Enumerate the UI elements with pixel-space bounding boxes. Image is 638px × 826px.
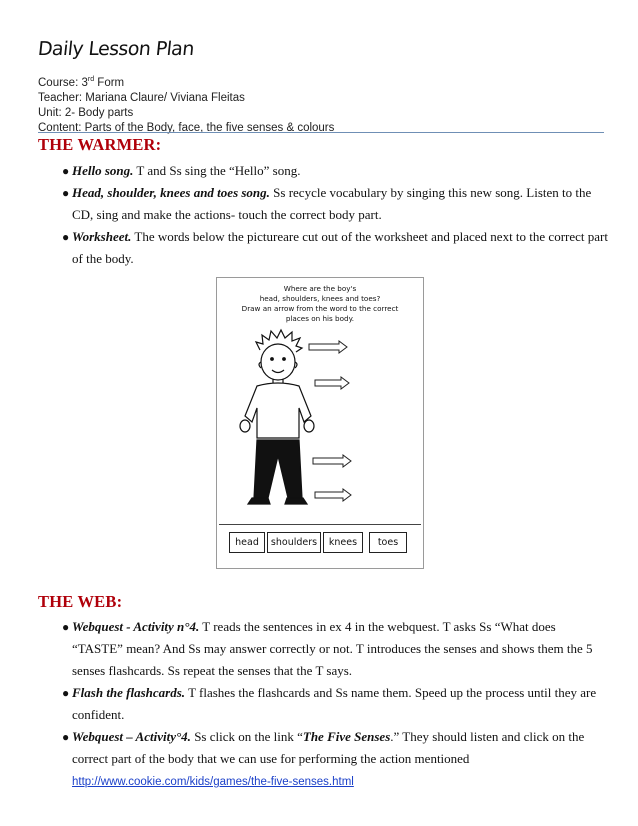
five-senses-link[interactable]: http://www.cookie.com/kids/games/the-five-senses.html [72, 776, 354, 788]
list-item [38, 160, 608, 182]
divider-rule [38, 132, 604, 133]
instruction-line: Draw an arrow from the word to the correct [241, 304, 399, 313]
item-text: The words below the pictureare cut out of the worksheet and placed next to the correct part of the body. [72, 229, 608, 266]
list-item [38, 182, 608, 226]
lesson-meta [38, 72, 334, 136]
warmer-list [38, 160, 608, 270]
warmer-heading: THE WARMER: [38, 135, 162, 154]
item-lead: Head, shoulder, knees and toes song. [72, 185, 270, 200]
item-text: T reads the sentences in ex 4 in the webquest. T asks Ss “What does “TASTE” mean? And Ss may answer correctly or not. T introduces the senses and shows them the 5 senses flashcards. Ss repeat the senses that the T says. [72, 619, 593, 678]
bullet-icon: ● [62, 730, 70, 744]
instruction-line: head, shoulders, knees and toes? [259, 294, 381, 303]
worksheet-image [216, 277, 424, 569]
instruction-line: Where are the boy's [283, 284, 357, 293]
worksheet-divider [219, 524, 421, 525]
item-text-post: .” They should listen and click on the correct part of the body that we can use for performing the action mentioned [72, 729, 585, 766]
item-lead: Webquest - Activity n°4. [72, 619, 200, 634]
course-prefix: Course: 3 [38, 76, 88, 89]
list-item [38, 226, 608, 270]
word-card-head: head [229, 532, 265, 553]
unit-line: Unit: 2- Body parts [38, 106, 134, 119]
course-suffix: Form [94, 76, 125, 89]
list-item [38, 726, 608, 793]
item-lead: Webquest – Activity°4. [72, 729, 191, 744]
bullet-icon: ● [62, 186, 70, 200]
list-item [38, 616, 608, 682]
item-lead: Hello song. [72, 163, 134, 178]
instruction-line: places on his body. [285, 314, 355, 323]
item-lead: Flash the flashcards. [72, 685, 186, 700]
item-lead: Worksheet. [72, 229, 132, 244]
teacher-line: Teacher: Mariana Claure/ Viviana Fleitas [38, 91, 245, 104]
word-card-knees: knees [323, 532, 363, 553]
word-card-shoulders: shoulders [267, 532, 321, 553]
bullet-icon: ● [62, 230, 70, 244]
document-title: Daily Lesson Plan [36, 38, 195, 60]
course-ordinal: rd [87, 76, 95, 83]
item-text-pre: Ss click on the link “ [190, 729, 303, 744]
item-text: T and Ss sing the “Hello” song. [133, 163, 301, 178]
list-item [38, 682, 608, 726]
content-line: Content: Parts of the Body, face, the five senses & colours [38, 121, 335, 134]
item-text: T flashes the flashcards and Ss name them. Speed up the process until they are confident. [72, 685, 597, 722]
word-card-toes: toes [369, 532, 407, 553]
web-heading: THE WEB: [38, 592, 123, 611]
bullet-icon: ● [62, 686, 70, 700]
bullet-icon: ● [62, 620, 70, 634]
course-line [38, 72, 334, 91]
item-text: Ss recycle vocabulary by singing this new song. Listen to the CD, sing and make the actions- touch the correct body part. [72, 185, 592, 222]
link-title: The Five Senses [302, 729, 391, 744]
web-list [38, 616, 608, 793]
bullet-icon: ● [62, 164, 70, 178]
